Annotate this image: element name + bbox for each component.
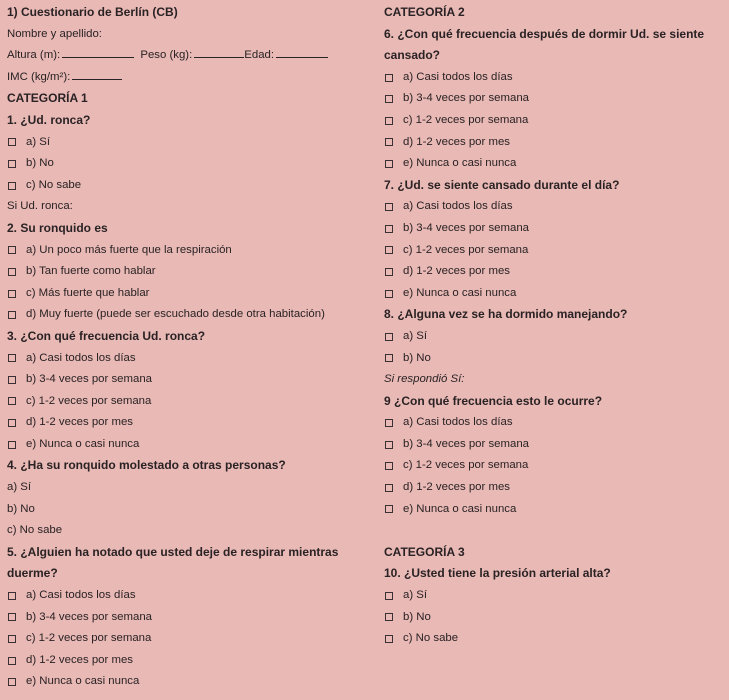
checkbox-icon[interactable] <box>385 592 393 600</box>
q6-option[interactable] <box>384 88 724 110</box>
option-label: c) 1-2 veces por semana <box>403 459 529 472</box>
checkbox-icon[interactable] <box>8 592 16 600</box>
checkbox-icon[interactable] <box>385 333 393 341</box>
q1-option[interactable] <box>7 132 369 154</box>
peso-blank[interactable] <box>194 45 244 58</box>
option-label: a) Un poco más fuerte que la respiración <box>26 243 232 256</box>
checkbox-icon[interactable] <box>8 354 16 362</box>
option-label: c) 1-2 veces por semana <box>403 113 529 126</box>
q4-option[interactable]: b) No <box>7 502 35 515</box>
category-3-heading: CATEGORÍA 3 <box>384 544 465 559</box>
checkbox-icon[interactable] <box>8 268 16 276</box>
checkbox-icon[interactable] <box>8 290 16 298</box>
q3-option[interactable] <box>7 434 369 456</box>
q7-option[interactable] <box>384 261 724 283</box>
q5-option[interactable] <box>7 585 369 607</box>
category-2-heading: CATEGORÍA 2 <box>384 5 465 19</box>
q7-option[interactable] <box>384 218 724 240</box>
question-10: 10. ¿Usted tiene la presión arterial alta? <box>384 566 611 581</box>
si-ronca-note: Si Ud. ronca: <box>7 200 73 213</box>
checkbox-icon[interactable] <box>385 246 393 254</box>
option-label: d) 1-2 veces por mes <box>403 135 510 148</box>
altura-blank[interactable] <box>62 45 134 58</box>
checkbox-icon[interactable] <box>385 635 393 643</box>
q7-option[interactable] <box>384 240 724 262</box>
option-label: a) Casi todos los días <box>403 416 513 429</box>
option-label: e) Nunca o casi nunca <box>26 675 140 688</box>
checkbox-icon[interactable] <box>385 462 393 470</box>
right-column <box>384 2 724 650</box>
option-label: d) 1-2 veces por mes <box>26 416 133 429</box>
option-label: c) 1-2 veces por semana <box>26 632 152 645</box>
question-7: 7. ¿Ud. se siente cansado durante el día? <box>384 177 620 192</box>
option-label: b) Tan fuerte como hablar <box>26 265 156 278</box>
option-label: b) 3-4 veces por semana <box>403 92 529 105</box>
option-label: b) 3-4 veces por semana <box>26 610 152 623</box>
q9-option[interactable] <box>384 499 724 521</box>
question-4: 4. ¿Ha su ronquido molestado a otras personas? <box>7 458 286 473</box>
checkbox-icon[interactable] <box>385 138 393 146</box>
option-label: b) No <box>403 610 431 623</box>
altura-label: Altura (m): <box>7 49 61 62</box>
q5-option[interactable] <box>7 628 369 650</box>
option-label: a) Casi todos los días <box>403 200 513 213</box>
checkbox-icon[interactable] <box>8 182 16 190</box>
option-label: c) No sabe <box>403 632 459 645</box>
question-9: 9 ¿Con qué frecuencia esto le ocurre? <box>384 393 603 408</box>
checkbox-icon[interactable] <box>385 74 393 82</box>
option-label: d) 1-2 veces por mes <box>403 265 510 278</box>
option-label: a) Casi todos los días <box>403 70 513 83</box>
question-3: 3. ¿Con qué frecuencia Ud. ronca? <box>7 328 206 343</box>
option-label: b) No <box>26 157 54 170</box>
checkbox-icon[interactable] <box>8 678 16 686</box>
q10-option[interactable] <box>384 628 724 650</box>
q7-option[interactable] <box>384 283 724 305</box>
checkbox-icon[interactable] <box>385 160 393 168</box>
option-label: e) Nunca o casi nunca <box>403 157 517 170</box>
q9-option[interactable] <box>384 477 724 499</box>
checkbox-icon[interactable] <box>385 268 393 276</box>
option-label: e) Nunca o casi nunca <box>403 286 517 299</box>
q6-option[interactable] <box>384 110 724 132</box>
q4-option[interactable]: a) Sí <box>7 481 32 494</box>
checkbox-icon[interactable] <box>385 203 393 211</box>
q9-option[interactable] <box>384 434 724 456</box>
q7-option[interactable] <box>384 196 724 218</box>
checkbox-icon[interactable] <box>8 376 16 384</box>
q6-option[interactable] <box>384 153 724 175</box>
q5-option[interactable] <box>7 607 369 629</box>
option-label: b) 3-4 veces por semana <box>403 437 529 450</box>
checkbox-icon[interactable] <box>385 505 393 513</box>
checkbox-icon[interactable] <box>385 117 393 125</box>
checkbox-icon[interactable] <box>385 613 393 621</box>
question-1: 1. ¿Ud. ronca? <box>7 112 91 127</box>
spacer <box>384 520 724 542</box>
q8-option[interactable] <box>384 348 724 370</box>
question-2: 2. Su ronquido es <box>7 220 108 235</box>
checkbox-icon[interactable] <box>385 95 393 103</box>
option-label: a) Casi todos los días <box>26 351 136 364</box>
q9-option[interactable] <box>384 455 724 477</box>
q2-option[interactable] <box>7 261 369 283</box>
peso-label: Peso (kg): <box>140 49 193 62</box>
q10-option[interactable] <box>384 585 724 607</box>
option-label: e) Nunca o casi nunca <box>26 437 140 450</box>
checkbox-icon[interactable] <box>8 311 16 319</box>
imc-row <box>7 67 369 89</box>
option-label: b) 3-4 veces por semana <box>403 221 529 234</box>
checkbox-icon[interactable] <box>8 441 16 449</box>
checkbox-icon[interactable] <box>385 441 393 449</box>
q1-option[interactable] <box>7 153 369 175</box>
checkbox-icon[interactable] <box>385 484 393 492</box>
questionnaire-title: 1) Cuestionario de Berlín (CB) <box>7 5 178 19</box>
option-label: c) No sabe <box>26 178 82 191</box>
checkbox-icon[interactable] <box>8 657 16 665</box>
checkbox-icon[interactable] <box>8 160 16 168</box>
question-6-line-2: cansado? <box>384 48 441 63</box>
name-label: Nombre y apellido: <box>7 27 102 40</box>
option-label: a) Sí <box>403 329 428 342</box>
checkbox-icon[interactable] <box>8 397 16 405</box>
checkbox-icon[interactable] <box>8 246 16 254</box>
option-label: c) 1-2 veces por semana <box>403 243 529 256</box>
q3-option[interactable] <box>7 391 369 413</box>
category-1-heading: CATEGORÍA 1 <box>7 91 88 106</box>
q5-option[interactable] <box>7 650 369 672</box>
question-5-line-1: 5. ¿Alguien ha notado que usted deje de respirar mientras <box>7 544 339 559</box>
option-label: b) 3-4 veces por semana <box>26 373 152 386</box>
imc-label: IMC (kg/m²): <box>7 70 71 83</box>
option-label: d) 1-2 veces por mes <box>403 481 510 494</box>
q5-option[interactable] <box>7 671 369 693</box>
q4-option[interactable]: c) No sabe <box>7 524 63 537</box>
checkbox-icon[interactable] <box>385 225 393 233</box>
option-label: c) Más fuerte que hablar <box>26 286 150 299</box>
q6-option[interactable] <box>384 132 724 154</box>
checkbox-icon[interactable] <box>8 138 16 146</box>
checkbox-icon[interactable] <box>385 354 393 362</box>
option-label: a) Sí <box>26 135 51 148</box>
imc-blank[interactable] <box>72 67 122 80</box>
q10-option[interactable] <box>384 607 724 629</box>
q3-option[interactable] <box>7 369 369 391</box>
checkbox-icon[interactable] <box>8 613 16 621</box>
checkbox-icon[interactable] <box>8 635 16 643</box>
option-label: b) No <box>403 351 431 364</box>
option-label: a) Casi todos los días <box>26 589 136 602</box>
question-5-line-2: duerme? <box>7 566 58 581</box>
q9-option[interactable] <box>384 412 724 434</box>
option-label: c) 1-2 veces por semana <box>26 394 152 407</box>
question-6-line-1: 6. ¿Con qué frecuencia después de dormir Ud. se siente <box>384 26 705 41</box>
option-label: a) Sí <box>403 589 428 602</box>
q3-option[interactable] <box>7 412 369 434</box>
name-field <box>7 24 369 46</box>
q6-option[interactable] <box>384 67 724 89</box>
q8-option[interactable] <box>384 326 724 348</box>
option-label: e) Nunca o casi nunca <box>403 502 517 515</box>
left-column <box>7 2 369 693</box>
option-label: d) 1-2 veces por mes <box>26 653 133 666</box>
q2-option[interactable] <box>7 304 369 326</box>
q2-option[interactable] <box>7 283 369 305</box>
measurements-row <box>7 45 369 67</box>
checkbox-icon[interactable] <box>8 419 16 427</box>
checkbox-icon[interactable] <box>385 419 393 427</box>
q1-option[interactable] <box>7 175 369 197</box>
q2-option[interactable] <box>7 240 369 262</box>
option-label: d) Muy fuerte (puede ser escuchado desde otra habitación) <box>26 308 325 321</box>
edad-label: Edad: <box>244 49 275 62</box>
checkbox-icon[interactable] <box>385 290 393 298</box>
si-respondio-note: Si respondió Sí: <box>384 373 465 386</box>
q3-option[interactable] <box>7 348 369 370</box>
question-8: 8. ¿Alguna vez se ha dormido manejando? <box>384 307 628 322</box>
edad-blank[interactable] <box>276 45 328 58</box>
